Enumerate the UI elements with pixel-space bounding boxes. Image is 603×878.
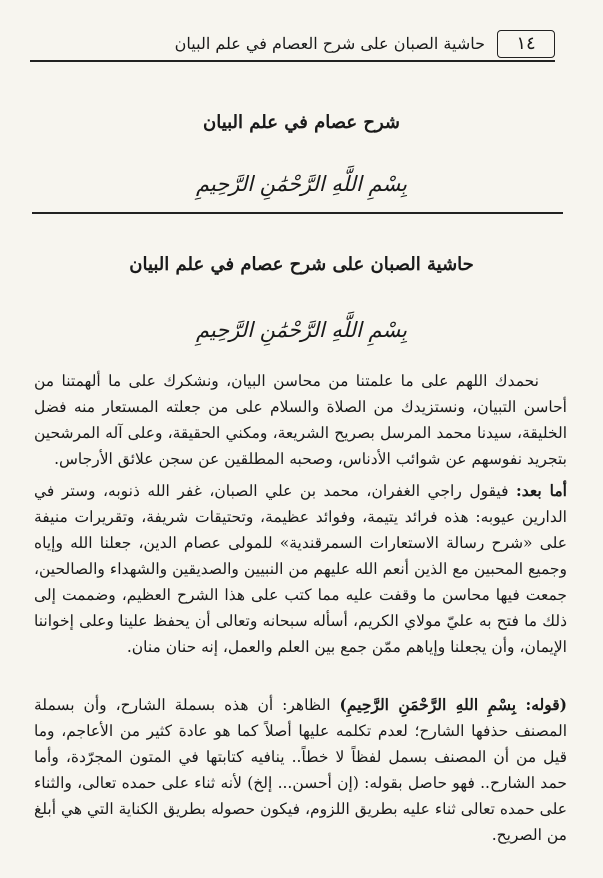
page-number: ١٤ (497, 30, 555, 58)
body-text (34, 368, 568, 844)
paragraph-body: فيقول راجي الغفران، محمد بن علي الصبان، غفر الله ذنوبه، وستر في الدارين عيوبه: هذه فرائد يتيمة، وفوائد عظيمة، وتحتيقات شريفة، وتقريرات منيفة على «شرح رسالة الاستعارات السمرقندية» للمولى عصام الدين، جعلنا الله وإياه وجميع المحبين مع الذين أنعم الله عليهم من النبيين والصديقين والشهداء والصالحين، جمعت فيها محاسن ما وقفت عليه مما كتب على هذا الشرح العظيم، وضممت إلى ذلك ما فتح به عليّ مولاي الكريم، أسأله سبحانه وتعالى أن يحفظ علينا وعلى إخواننا الإيمان، وأن يجعلنا وإياهم ممّن جمع بين العلم والعمل، إنه حنان منان. (34, 482, 567, 656)
basmala-ornament-2: بِسْمِ اللَّهِ الرَّحْمَٰنِ الرَّحِيمِ (195, 318, 408, 342)
paragraph-body: الظاهر: أن هذه بسملة الشارح، وأن بسملة المصنف حذفها الشارح؛ لعدم تكلمه عليها أصلاً كما هو عادة كثير من الأعاجم، وما قيل من أن المصنف بسمل لفظاً لا خطاً.. ينافيه كتابتها في المتون المجرّدة، وأما حمد الشارح.. فهو حاصل بقوله: (إن أحسن... إلخ) لأنه ثناء على حمده تعالى، والثناء على حمده تعالى ثناء عليه بطريق اللزوم، فيكون حصوله بطريق الكناية التي هي أبلغ من الصريح. (34, 696, 567, 844)
paragraph-amma-bad (34, 478, 567, 686)
section-title-original: شرح عصام في علم البيان (202, 112, 400, 133)
running-title: حاشية الصبان على شرح العصام في علم البيان (174, 34, 485, 53)
basmala-ornament: بِسْمِ اللَّهِ الرَّحْمَٰنِ الرَّحِيمِ (195, 172, 408, 196)
page-header (30, 30, 555, 64)
paragraph-qawluhu (34, 692, 568, 844)
section-divider (32, 212, 563, 214)
header-divider (30, 60, 555, 62)
paragraph-opening: نحمدك اللهم على ما علمتنا من محاسن البيان، ونشكرك على ما ألهمتنا من أحاسن التبيان، ونستزيدك من الصلاة والسلام على من جعلته المستعار منه فضل الخليقة، سيدنا محمد المرسل بصريح الشريعة، ومكني الحقيقة، وعلى آله المرشحين بتجريد نفوسهم عن شوائب الأدناس، وصحبه المطلقين عن سجن علائق الأرجاس. (34, 372, 567, 468)
section-title-commentary: حاشية الصبان على شرح عصام في علم البيان (129, 254, 474, 275)
paragraph-lead: أما بعد: (516, 481, 567, 500)
paragraph-lead: (قوله: بِسْمِ اللهِ الرَّحْمَنِ الرَّحِيمِ) (339, 695, 568, 714)
